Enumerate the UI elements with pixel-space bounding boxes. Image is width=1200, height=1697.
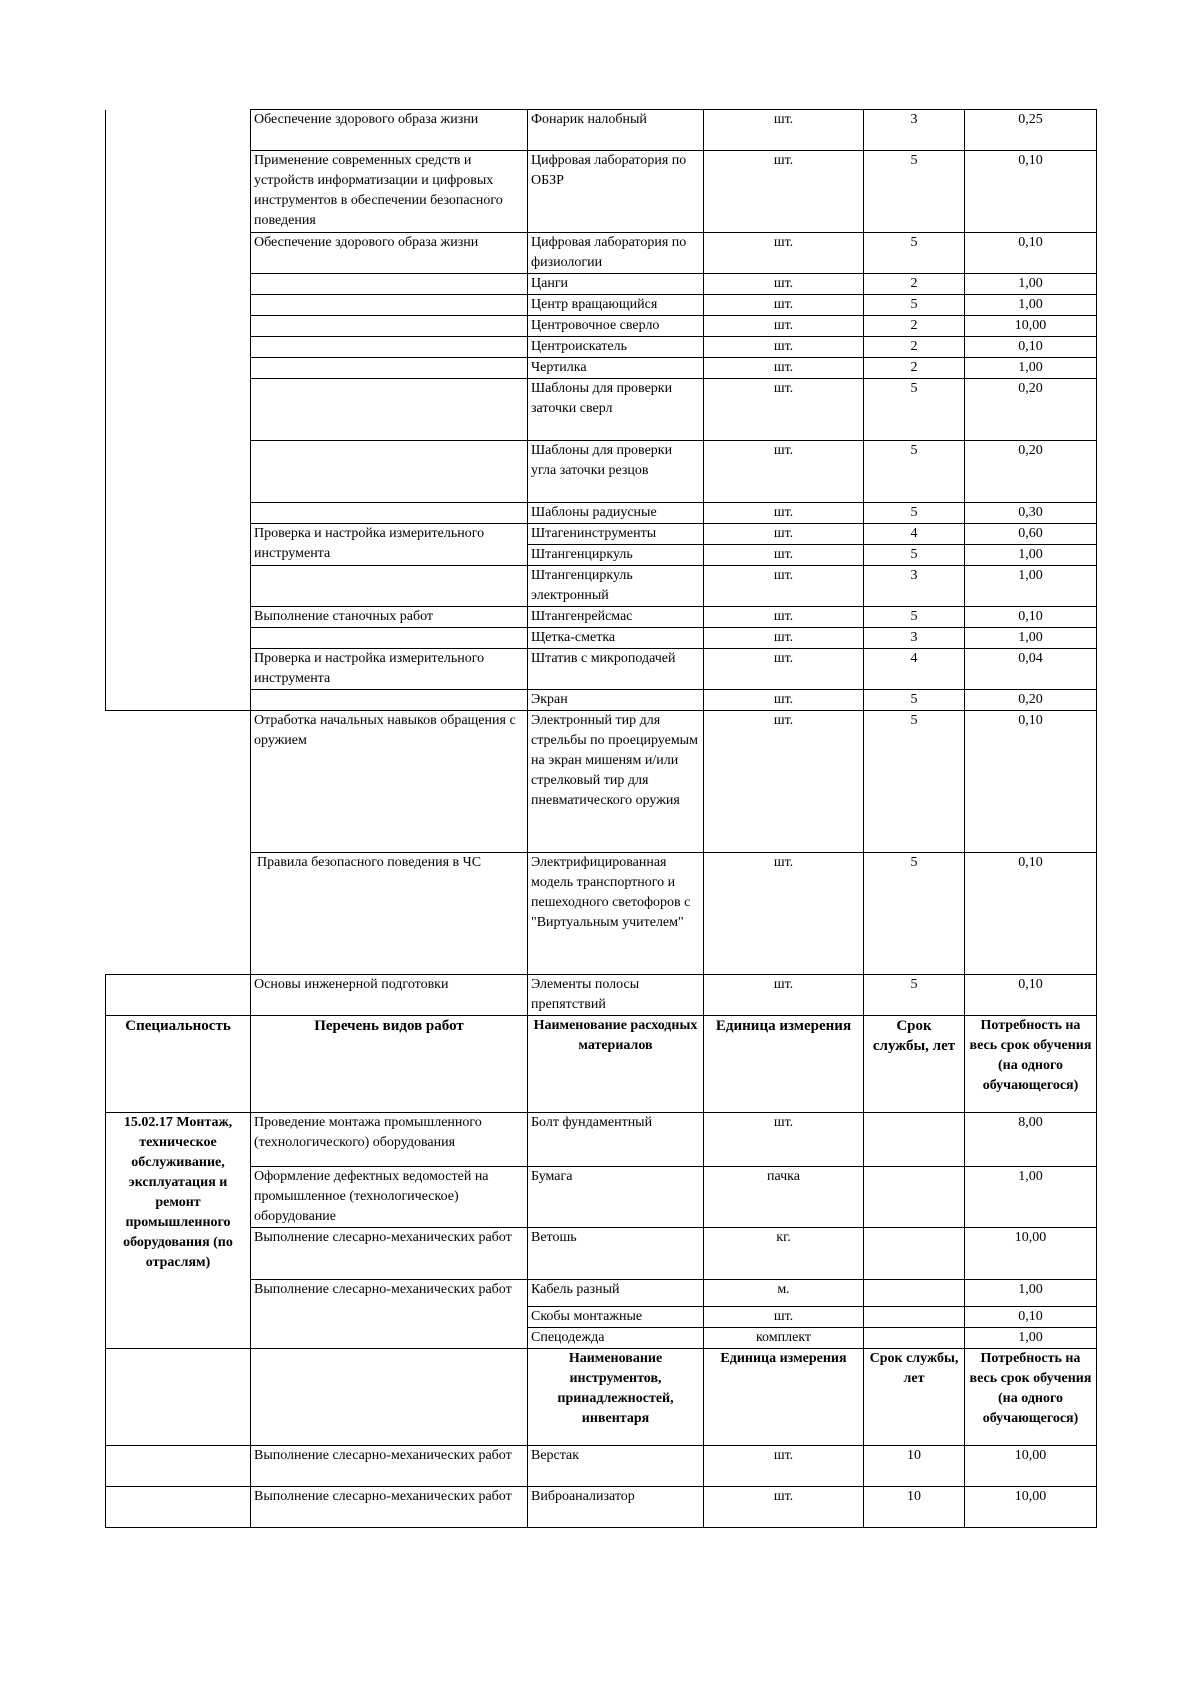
need-cell: 10,00 [965, 316, 1097, 337]
work-cell: Выполнение станочных работ [251, 607, 528, 628]
work-cell: Обеспечение здорового образа жизни [251, 110, 528, 151]
life-cell: 2 [864, 337, 965, 358]
need-cell: 0,10 [965, 233, 1097, 274]
table-row [106, 295, 1097, 316]
item-cell: Фонарик налобный [528, 110, 704, 151]
need-cell: 1,00 [965, 1167, 1097, 1228]
unit-cell: пачка [704, 1167, 864, 1228]
table-row [106, 1487, 1097, 1528]
work-cell: Обеспечение здорового образа жизни [251, 233, 528, 274]
unit-cell: шт. [704, 1487, 864, 1528]
item-cell: Штангенрейсмас [528, 607, 704, 628]
need-cell: 1,00 [965, 545, 1097, 566]
unit-cell: шт. [704, 628, 864, 649]
life-cell: 10 [864, 1446, 965, 1487]
life-cell: 5 [864, 503, 965, 524]
unit-cell: м. [704, 1280, 864, 1307]
unit-cell: шт. [704, 607, 864, 628]
unit-cell: шт. [704, 975, 864, 1016]
unit-cell: шт. [704, 649, 864, 690]
work-cell: Проверка и настройка измерительного инструмента [251, 649, 528, 690]
need-cell: 0,20 [965, 690, 1097, 711]
header-blank [106, 1349, 251, 1446]
item-cell: Бумага [528, 1167, 704, 1228]
work-cell [251, 337, 528, 358]
need-cell: 1,00 [965, 1280, 1097, 1307]
life-cell: 5 [864, 545, 965, 566]
header-life: Срок службы, лет [864, 1349, 965, 1446]
table-row [106, 379, 1097, 441]
specialty-cell [106, 233, 251, 274]
table-row [106, 1228, 1097, 1280]
item-cell: Электрифицированная модель транспортного и пешеходного светофоров с "Виртуальным учителем" [528, 853, 704, 975]
work-cell: Выполнение слесарно-механических работ [251, 1280, 528, 1349]
header-materials: Наименование расходных материалов [528, 1016, 704, 1113]
specialty-cell [106, 566, 251, 607]
unit-cell: шт. [704, 1307, 864, 1328]
table-row [106, 711, 1097, 853]
need-cell: 1,00 [965, 566, 1097, 607]
life-cell: 3 [864, 628, 965, 649]
life-cell: 10 [864, 1487, 965, 1528]
item-cell: Чертилка [528, 358, 704, 379]
unit-cell: шт. [704, 1446, 864, 1487]
item-cell: Центроискатель [528, 337, 704, 358]
unit-cell: шт. [704, 358, 864, 379]
work-cell: Выполнение слесарно-механических работ [251, 1228, 528, 1280]
work-cell [251, 274, 528, 295]
table-row [106, 503, 1097, 524]
life-cell: 5 [864, 607, 965, 628]
table-row [106, 274, 1097, 295]
item-cell: Штатив с микроподачей [528, 649, 704, 690]
life-cell [864, 1167, 965, 1228]
table-row [106, 151, 1097, 233]
work-cell [251, 441, 528, 503]
need-cell: 1,00 [965, 1328, 1097, 1349]
need-cell: 10,00 [965, 1228, 1097, 1280]
specialty-cell [106, 441, 251, 503]
specialty-cell [106, 524, 251, 545]
header-life: Срок службы, лет [864, 1016, 965, 1113]
table-row [106, 1113, 1097, 1167]
item-cell: Штагенинструменты [528, 524, 704, 545]
specialty-cell [106, 649, 251, 690]
work-cell [251, 295, 528, 316]
unit-cell: шт. [704, 566, 864, 607]
header-need: Потребность на весь срок обучения (на одного обучающегося) [965, 1016, 1097, 1113]
need-cell: 0,60 [965, 524, 1097, 545]
need-cell: 0,10 [965, 853, 1097, 975]
life-cell [864, 1228, 965, 1280]
table-row [106, 853, 1097, 975]
need-cell: 0,10 [965, 151, 1097, 233]
table-header-row [106, 1349, 1097, 1446]
unit-cell: шт. [704, 274, 864, 295]
item-cell: Цанги [528, 274, 704, 295]
unit-cell: шт. [704, 316, 864, 337]
unit-cell: шт. [704, 441, 864, 503]
unit-cell: шт. [704, 110, 864, 151]
work-cell [251, 503, 528, 524]
table-row [106, 316, 1097, 337]
item-cell: Скобы монтажные [528, 1307, 704, 1328]
life-cell: 3 [864, 110, 965, 151]
specialty-cell [106, 503, 251, 524]
unit-cell: комплект [704, 1328, 864, 1349]
table-row [106, 975, 1097, 1016]
specialty-name: 15.02.17 Монтаж, техническое обслуживание, эксплуатация и ремонт промышленного оборудования (по отраслям) [106, 1113, 251, 1349]
need-cell: 1,00 [965, 628, 1097, 649]
life-cell: 3 [864, 566, 965, 607]
unit-cell: шт. [704, 690, 864, 711]
unit-cell: шт. [704, 711, 864, 853]
specialty-cell [106, 1446, 251, 1487]
life-cell [864, 1307, 965, 1328]
work-cell: Выполнение слесарно-механических работ [251, 1487, 528, 1528]
life-cell: 2 [864, 274, 965, 295]
life-cell [864, 1328, 965, 1349]
need-cell: 0,20 [965, 441, 1097, 503]
life-cell: 5 [864, 151, 965, 233]
table-row [106, 358, 1097, 379]
life-cell: 5 [864, 379, 965, 441]
unit-cell: шт. [704, 337, 864, 358]
need-cell: 10,00 [965, 1487, 1097, 1528]
specialty-cell [106, 151, 251, 233]
specialty-cell [106, 690, 251, 711]
header-specialty: Специальность [106, 1016, 251, 1113]
table-row [106, 690, 1097, 711]
work-cell [251, 566, 528, 607]
need-cell: 0,10 [965, 711, 1097, 853]
item-cell: Кабель разный [528, 1280, 704, 1307]
life-cell [864, 1280, 965, 1307]
need-cell: 0,30 [965, 503, 1097, 524]
need-cell: 0,10 [965, 337, 1097, 358]
life-cell: 2 [864, 316, 965, 337]
need-cell: 0,10 [965, 1307, 1097, 1328]
equipment-table [105, 109, 1097, 1528]
header-tools: Наименование инструментов, принадлежностей, инвентаря [528, 1349, 704, 1446]
specialty-cell [106, 295, 251, 316]
table-row [106, 649, 1097, 690]
life-cell: 5 [864, 975, 965, 1016]
item-cell: Виброанализатор [528, 1487, 704, 1528]
item-cell: Шаблоны радиусные [528, 503, 704, 524]
item-cell: Щетка-сметка [528, 628, 704, 649]
life-cell: 5 [864, 295, 965, 316]
unit-cell: шт. [704, 151, 864, 233]
specialty-cell [106, 337, 251, 358]
table-row [106, 524, 1097, 545]
item-cell: Штангенциркуль электронный [528, 566, 704, 607]
specialty-cell [106, 110, 251, 151]
work-cell: Основы инженерной подготовки [251, 975, 528, 1016]
item-cell: Цифровая лаборатория по ОБЗР [528, 151, 704, 233]
need-cell: 0,10 [965, 607, 1097, 628]
item-cell: Ветошь [528, 1228, 704, 1280]
need-cell: 8,00 [965, 1113, 1097, 1167]
work-cell [251, 379, 528, 441]
table-row [106, 337, 1097, 358]
work-cell: Проверка и настройка измерительного инструмента [251, 524, 528, 566]
item-cell: Экран [528, 690, 704, 711]
item-cell: Элементы полосы препятствий [528, 975, 704, 1016]
item-cell: Цифровая лаборатория по физиологии [528, 233, 704, 274]
item-cell: Центровочное сверло [528, 316, 704, 337]
header-works: Перечень видов работ [251, 1016, 528, 1113]
item-cell: Болт фундаментный [528, 1113, 704, 1167]
work-cell: Правила безопасного поведения в ЧС [251, 853, 528, 975]
unit-cell: шт. [704, 295, 864, 316]
work-cell: Применение современных средств и устройств информатизации и цифровых инструментов в обеспечении безопасного поведения [251, 151, 528, 233]
life-cell: 5 [864, 711, 965, 853]
unit-cell: шт. [704, 853, 864, 975]
table-row [106, 628, 1097, 649]
specialty-cell [106, 711, 251, 853]
table-row [106, 1167, 1097, 1228]
work-cell: Отработка начальных навыков обращения с оружием [251, 711, 528, 853]
unit-cell: шт. [704, 545, 864, 566]
specialty-cell [106, 545, 251, 566]
work-cell: Выполнение слесарно-механических работ [251, 1446, 528, 1487]
table-header-row [106, 1016, 1097, 1113]
item-cell: Верстак [528, 1446, 704, 1487]
table-row [106, 607, 1097, 628]
table-row [106, 566, 1097, 607]
need-cell: 1,00 [965, 295, 1097, 316]
item-cell: Штангенциркуль [528, 545, 704, 566]
specialty-cell [106, 1487, 251, 1528]
work-cell [251, 358, 528, 379]
unit-cell: шт. [704, 379, 864, 441]
header-need: Потребность на весь срок обучения (на одного обучающегося) [965, 1349, 1097, 1446]
work-cell [251, 690, 528, 711]
item-cell: Центр вращающийся [528, 295, 704, 316]
specialty-cell [106, 358, 251, 379]
table-row [106, 441, 1097, 503]
life-cell [864, 1113, 965, 1167]
need-cell: 0,10 [965, 975, 1097, 1016]
need-cell: 10,00 [965, 1446, 1097, 1487]
need-cell: 0,20 [965, 379, 1097, 441]
item-cell: Электронный тир для стрельбы по проецируемым на экран мишеням и/или стрелковый тир для пневматического оружия [528, 711, 704, 853]
life-cell: 5 [864, 853, 965, 975]
unit-cell: шт. [704, 233, 864, 274]
life-cell: 5 [864, 441, 965, 503]
table-row [106, 110, 1097, 151]
unit-cell: шт. [704, 524, 864, 545]
specialty-cell [106, 628, 251, 649]
work-cell [251, 316, 528, 337]
table-row [106, 1446, 1097, 1487]
specialty-cell [106, 607, 251, 628]
item-cell: Спецодежда [528, 1328, 704, 1349]
life-cell: 5 [864, 233, 965, 274]
need-cell: 1,00 [965, 274, 1097, 295]
unit-cell: шт. [704, 1113, 864, 1167]
specialty-cell [106, 853, 251, 975]
item-cell: Шаблоны для проверки угла заточки резцов [528, 441, 704, 503]
specialty-cell [106, 379, 251, 441]
work-cell [251, 628, 528, 649]
header-unit: Единица измерения [704, 1349, 864, 1446]
need-cell: 1,00 [965, 358, 1097, 379]
life-cell: 2 [864, 358, 965, 379]
table-row [106, 233, 1097, 274]
life-cell: 5 [864, 690, 965, 711]
item-cell: Шаблоны для проверки заточки сверл [528, 379, 704, 441]
life-cell: 4 [864, 524, 965, 545]
life-cell: 4 [864, 649, 965, 690]
document-table-sheet [105, 109, 1096, 1528]
need-cell: 0,04 [965, 649, 1097, 690]
work-cell: Проведение монтажа промышленного (технологического) оборудования [251, 1113, 528, 1167]
specialty-cell [106, 316, 251, 337]
unit-cell: кг. [704, 1228, 864, 1280]
specialty-cell [106, 975, 251, 1016]
specialty-cell [106, 274, 251, 295]
unit-cell: шт. [704, 503, 864, 524]
work-cell: Оформление дефектных ведомостей на промышленное (технологическое) оборудование [251, 1167, 528, 1228]
header-blank [251, 1349, 528, 1446]
table-row [106, 1280, 1097, 1307]
header-unit: Единица измерения [704, 1016, 864, 1113]
need-cell: 0,25 [965, 110, 1097, 151]
